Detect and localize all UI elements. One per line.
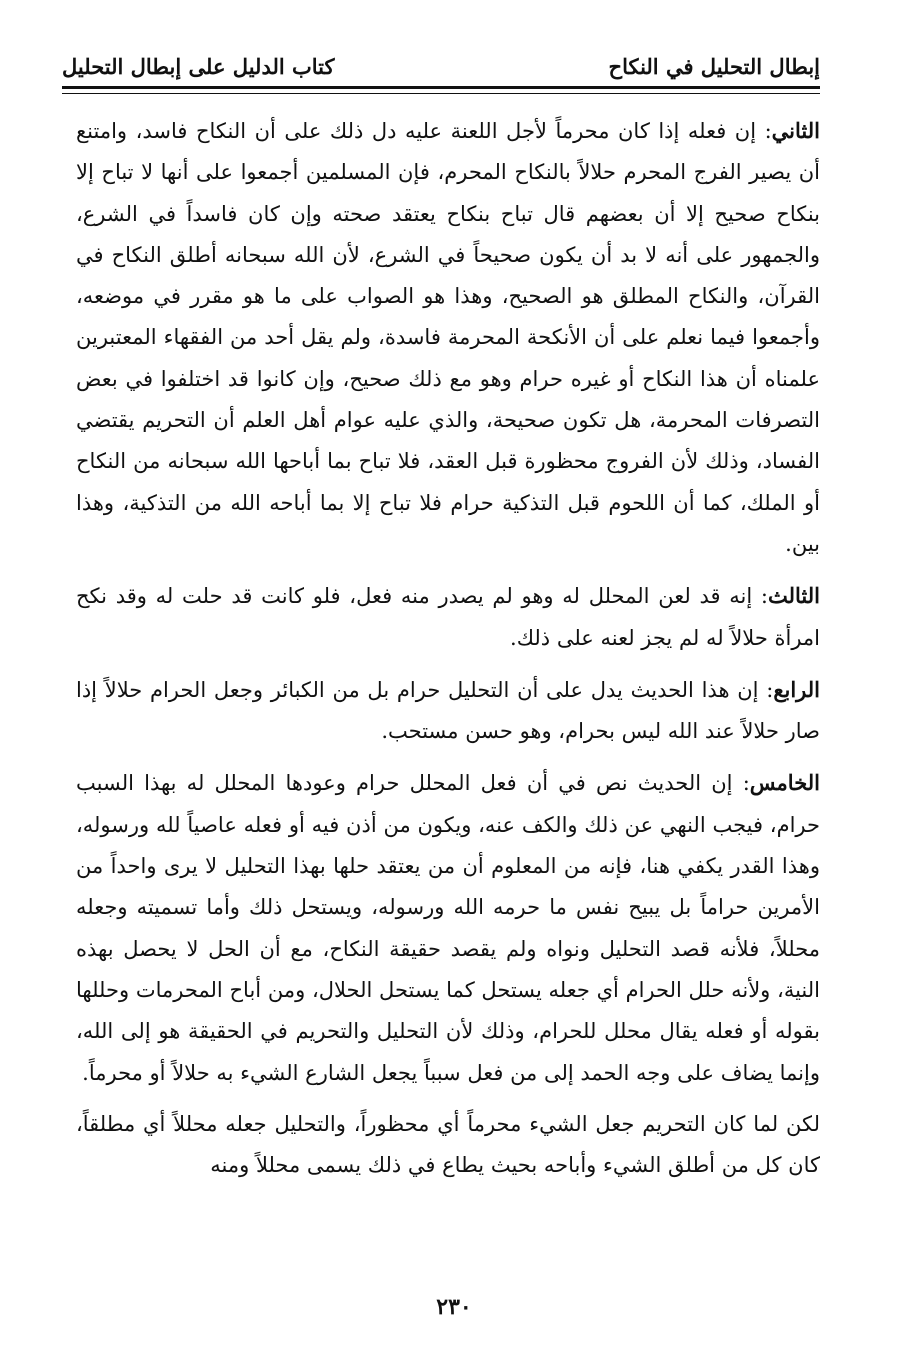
header-rule-thin [62, 93, 820, 94]
body-text [76, 110, 820, 1186]
paragraph-fifth [76, 762, 820, 1093]
paragraph-body: : إنه قد لعن المحلل له وهو لم يصدر منه فعل، فلو كانت قد حلت له وقد نكح امرأة حلالاً له لم يجز لعنه على ذلك. [76, 584, 820, 650]
paragraph-label: الثالث [768, 583, 820, 609]
paragraph-second [76, 110, 820, 565]
paragraph-body: : إن هذا الحديث يدل على أن التحليل حرام بل من الكبائر وجعل الحرام حلالاً إذا صار حلالاً عند الله ليس بحرام، وهو حسن مستحب. [76, 677, 820, 744]
page-number: ٢٣٠ [436, 1294, 472, 1320]
paragraph-body: : إن الحديث نص في أن فعل المحلل حرام وعودها المحلل له بهذا السبب حرام، فيجب النهي عن ذلك والكف عنه، ويكون من أذن فيه أو فعله عاصياً لله ورسوله، وهذا القدر يكفي هنا، فإنه من المعلوم أن من يعتقد حلها بهذا التحليل لا يرى واحداً من الأمرين حراماً بل يبيح نفس ما حرمه الله ورسوله، ويستحل ذلك وأما تسميته وجعله محللاً، فلأنه قصد التحليل ونواه ولم يقصد حقيقة النكاح، مع أن الحل لا يحصل بهذه النية، ولأنه حلل الحرام أي جعله يستحل كما يستحل الحلال، ومن أباح المحرمات وحللها بقوله أو فعله يقال محلل للحرام، وذلك لأن التحليل والتحريم في الحقيقة هو إلى الله، وإنما يضاف على وجه الحمد إلى من فعل سبباً يجعل الشارع الشيء به حلالاً أو محرماً. [76, 771, 820, 1085]
paragraph-label: الثاني [771, 118, 820, 143]
paragraph-third [76, 575, 820, 659]
paragraph-body: لكن لما كان التحريم جعل الشيء محرماً أي محظوراً، والتحليل جعله محللاً أي مطلقاً، كان كل من أطلق الشيء وأباحه بحيث يطاع في ذلك يسمى محللاً ومنه [76, 1111, 820, 1178]
paragraph-continuation [76, 1104, 820, 1187]
paragraph-label: الرابع [773, 676, 820, 702]
header-chapter-title: إبطال التحليل في النكاح [608, 54, 820, 79]
header-rule-thick [62, 86, 820, 89]
paragraph-fourth [76, 669, 820, 753]
paragraph-body: : إن فعله إذا كان محرماً لأجل اللعنة عليه دل ذلك على أن النكاح فاسد، وامتنع أن يصير الفرج المحرم حلالاً بالنكاح المحرم، فإن المسلمين أجمعوا على أنها لا تباح إلا بنكاح صحيح إلا أن بعضهم قال تباح بنكاح يعتقد صحته وإن كان فاسداً في الشرع، والجمهور على أنه لا بد أن يكون صحيحاً في الشرع، لأن الله سبحانه أطلق النكاح في القرآن، والنكاح المطلق هو الصحيح، وهذا هو الصواب على ما هو مقرر في موضعه، وأجمعوا فيما نعلم على أن الأنكحة المحرمة فاسدة، ولم يقل أحد من الفقهاء المعتبرين علمناه أن هذا النكاح أو غيره حرام وهو مع ذلك صحيح، وإن كانوا قد اختلفوا في بعض التصرفات المحرمة، هل تكون صحيحة، والذي عليه عوام أهل العلم أن التحريم يقتضي الفساد، وذلك لأن الفروج محظورة قبل العقد، فلا تباح بما أباحها الله سبحانه من النكاح أو الملك، كما أن اللحوم قبل التذكية حرام فلا تباح إلا بما أباحه الله من التذكية، وهذا بين. [76, 119, 820, 556]
running-header [62, 38, 820, 82]
header-book-title: كتاب الدليل على إبطال التحليل [62, 54, 335, 79]
paragraph-label: الخامس [749, 770, 820, 796]
